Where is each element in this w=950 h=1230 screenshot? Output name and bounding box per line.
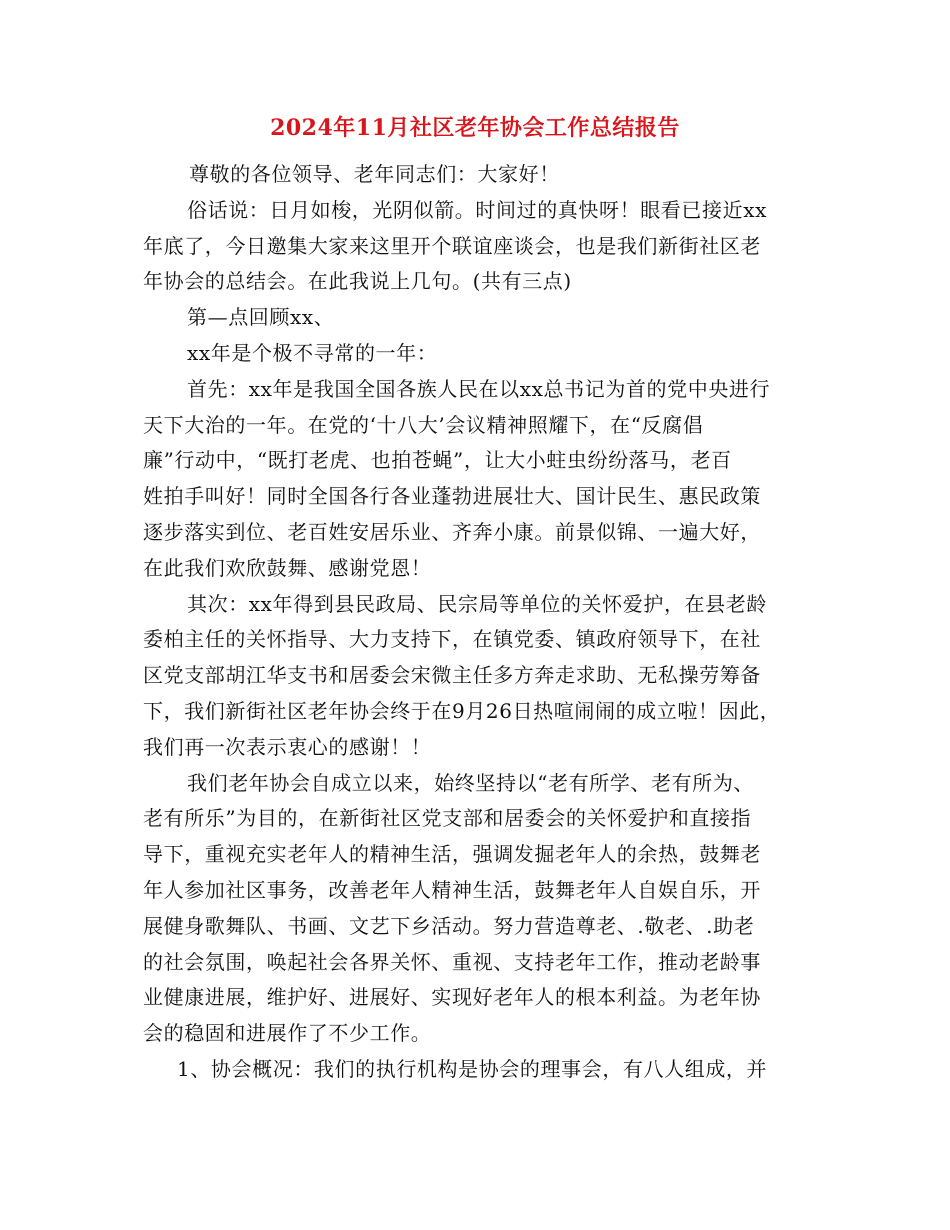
paragraph-line: 年底了，今日邀集大家来这里开个联谊座谈会，也是我们新街社区老	[143, 233, 761, 258]
paragraph-line: 下，我们新街社区老年协会终于在9月26日热喧闹闹的成立啦！因此，	[143, 698, 781, 723]
paragraph-line: 我们再一次表示衷心的感谢！！	[143, 734, 432, 759]
paragraph-line: 展健身歌舞队、书画、文艺下乡活动。努力营造尊老、.敬老、.助老	[143, 913, 755, 938]
paragraph-line: 天下大治的一年。在党的‘十八大’会议精神照耀下，在“反腐倡	[143, 412, 704, 437]
section-heading: 第—点回顾xx、	[187, 305, 335, 330]
paragraph-line: xx年是个极不寻常的一年：	[187, 340, 438, 365]
paragraph-line: 逐步落实到位、老百姓安居乐业、齐奔小康。前景似锦、一遍大好，	[143, 519, 761, 544]
document-body	[143, 157, 808, 1088]
paragraph-line: 业健康进展，维护好、进展好、实现好老年人的根本利益。为老年协	[143, 985, 761, 1010]
paragraph-line: 首先：xx年是我国全国各族人民在以xx总书记为首的党中央进行	[187, 376, 771, 401]
paragraph-line: 其次：xx年得到县民政局、民宗局等单位的关怀爱护，在县老龄	[187, 591, 767, 616]
paragraph-line: 会的稳固和进展作了不少工作。	[143, 1021, 432, 1046]
paragraph-line: 姓拍手叫好！同时全国各行各业蓬勃进展壮大、国计民生、惠民政策	[143, 484, 761, 509]
paragraph-line: 在此我们欢欣鼓舞、感谢党恩！	[143, 555, 432, 580]
paragraph-line: 委柏主任的关怀指导、大力支持下，在镇党委、镇政府领导下，在社	[143, 627, 761, 652]
numbered-item-line: 1、协会概况：我们的执行机构是协会的理事会，有八人组成，并	[177, 1056, 768, 1081]
paragraph-line: 年协会的总结会。在此我说上几句。(共有三点)	[143, 269, 572, 294]
greeting-line: 尊敬的各位领导、老年同志们：大家好！	[189, 162, 560, 186]
paragraph-line: 廉”行动中，“既打老虎、也拍苍蝇”，让大小蛀虫纷纷落马，老百	[143, 448, 732, 473]
paragraph-line: 俗话说：日月如梭，光阴似箭。时间过的真快呀！眼看已接近xx	[187, 197, 767, 222]
paragraph-line: 区党支部胡江华支书和居委会宋微主任多方奔走求助、无私操劳筹备	[143, 663, 761, 688]
paragraph-line: 年人参加社区事务，改善老年人精神生活，鼓舞老年人自娱自乐，开	[143, 877, 761, 902]
paragraph-line: 导下，重视充实老年人的精神生活，强调发掘老年人的余热，鼓舞老	[143, 842, 761, 867]
paragraph-line: 我们老年协会自成立以来，始终坚持以“老有所学、老有所为、	[187, 770, 755, 795]
paragraph-line: 的社会氛围，唤起社会各界关怀、重视、支持老年工作，推动老龄事	[143, 949, 761, 974]
paragraph-line: 老有所乐”为目的，在新街社区党支部和居委会的关怀爱护和直接指	[143, 806, 752, 831]
document-title: 2024年11月社区老年协会工作总结报告	[270, 115, 680, 141]
